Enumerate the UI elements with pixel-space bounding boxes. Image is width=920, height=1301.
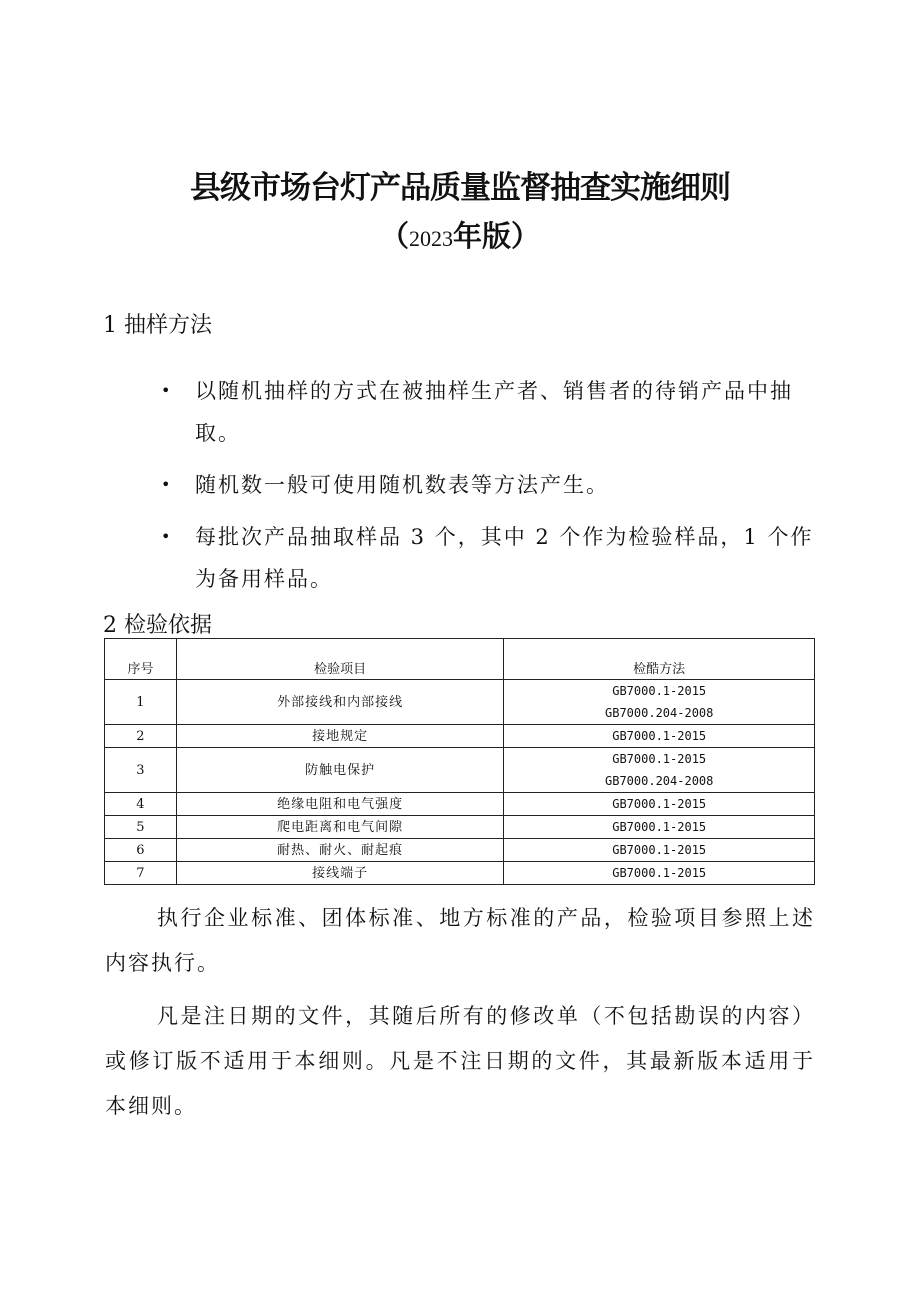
cell-no: 4 (105, 793, 177, 816)
cell-method: GB7000.1-2015 (504, 839, 815, 862)
table-row (105, 725, 815, 748)
cell-no: 7 (105, 862, 177, 885)
cell-no: 5 (105, 816, 177, 839)
cell-item: 防触电保护 (176, 748, 503, 793)
table-header-row (105, 639, 815, 680)
cell-method: GB7000.1-2015 (504, 680, 815, 703)
document-subtitle (0, 214, 920, 255)
cell-method: GB7000.204-2008 (504, 702, 815, 725)
list-item (155, 516, 820, 600)
table-row (105, 793, 815, 816)
document-title: 县级市场台灯产品质量监督抽查实施细则 (190, 170, 730, 206)
bullet-text: 以随机抽样的方式在被抽样生产者、销售者的待销产品中抽取。 (195, 379, 793, 445)
cell-no: 3 (105, 748, 177, 793)
cell-item: 接线端子 (176, 862, 503, 885)
inspection-table (104, 638, 815, 885)
cell-method: GB7000.1-2015 (504, 748, 815, 771)
subtitle-open: （ (379, 219, 409, 253)
list-item (155, 370, 820, 454)
table-row (105, 816, 815, 839)
header-item: 检验项目 (176, 639, 503, 680)
cell-method: GB7000.1-2015 (504, 725, 815, 748)
paragraph-dated-documents-note: 凡是注日期的文件，其随后所有的修改单（不包括勘误的内容）或修订版不适用于本细则。凡是不注日期的文件，其最新版本适用于本细则。 (105, 1004, 815, 1118)
cell-method: GB7000.1-2015 (504, 793, 815, 816)
cell-item: 耐热、耐火、耐起痕 (176, 839, 503, 862)
cell-item: 接地规定 (176, 725, 503, 748)
table-row (105, 862, 815, 885)
cell-item: 外部接线和内部接线 (176, 680, 503, 725)
cell-item: 爬电距离和电气间隙 (176, 816, 503, 839)
table-row (105, 680, 815, 703)
bullet-icon: • (161, 475, 173, 494)
bullet-icon: • (161, 527, 173, 546)
header-no: 序号 (105, 639, 177, 680)
table-row (105, 839, 815, 862)
subtitle-year: 2023 (409, 226, 453, 251)
sampling-bullet-list (155, 370, 820, 610)
cell-no: 6 (105, 839, 177, 862)
cell-method: GB7000.204-2008 (504, 770, 815, 793)
subtitle-suffix: 年版） (453, 219, 541, 253)
cell-method: GB7000.1-2015 (504, 816, 815, 839)
bullet-text: 每批次产品抽取样品 3 个，其中 2 个作为检验样品，1 个作为备用样品。 (195, 525, 814, 591)
cell-item: 绝缘电阻和电气强度 (176, 793, 503, 816)
section-heading-sampling: 1 抽样方法 (103, 313, 212, 338)
section-heading-basis: 2 检验依据 (103, 613, 212, 638)
cell-no: 1 (105, 680, 177, 725)
cell-method: GB7000.1-2015 (504, 862, 815, 885)
header-method: 检酷方法 (504, 639, 815, 680)
bullet-icon: • (161, 381, 173, 400)
list-item (155, 464, 820, 506)
cell-no: 2 (105, 725, 177, 748)
table-row (105, 748, 815, 771)
bullet-text: 随机数一般可使用随机数表等方法产生。 (195, 473, 609, 497)
paragraph-standards-note: 执行企业标准、团体标准、地方标准的产品，检验项目参照上述内容执行。 (105, 906, 815, 975)
